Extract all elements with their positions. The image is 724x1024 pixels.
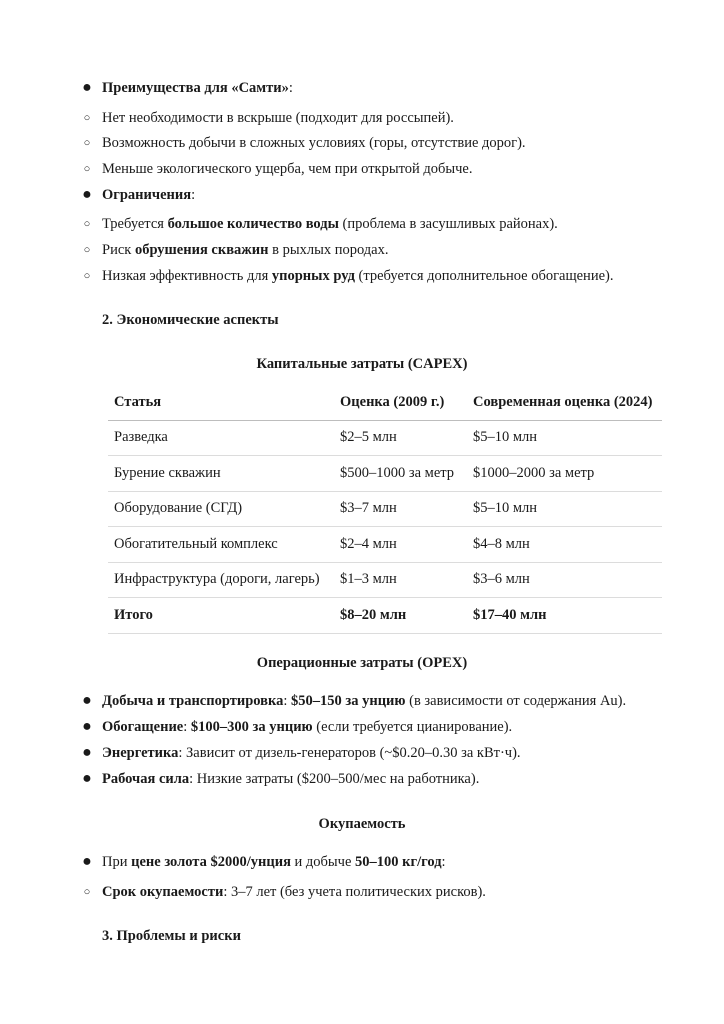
payback-post: : (441, 854, 446, 870)
column-header: Современная оценка (2024) (467, 385, 662, 420)
bullet-hollow: ○ (83, 270, 91, 282)
table-cell: $5–10 млн (467, 491, 662, 527)
table-total-row (108, 598, 662, 634)
table-cell: $8–20 млн (334, 598, 467, 634)
adv-item-2: Возможность добычи в сложных условиях (горы, отсутствие дорог). (102, 135, 526, 151)
bullet-filled: ● (82, 186, 92, 203)
bullet-filled: ● (82, 770, 92, 787)
table-row (108, 456, 662, 492)
adv-item-3: Меньше экологического ущерба, чем при открытой добыче. (102, 161, 473, 177)
lim-item-3-bold: упорных руд (271, 268, 355, 284)
opex-item-1-sep: : (283, 693, 292, 709)
section-3-heading: 3. Проблемы и риски (102, 928, 241, 944)
payback-output: 50–100 кг/год (355, 854, 442, 870)
table-header-row (108, 385, 662, 420)
opex-item-3-text: : Зависит от дизель-генераторов (~$0.20–0.30 за кВт·ч). (178, 745, 521, 761)
lim-item-3-post: (требуется дополнительное обогащение). (354, 268, 614, 284)
table-cell: $1000–2000 за метр (467, 456, 662, 492)
bullet-filled: ● (82, 853, 92, 870)
bullet-filled: ● (82, 718, 92, 735)
opex-item-4-label: Рабочая сила (102, 771, 190, 787)
table-cell: Инфраструктура (дороги, лагерь) (108, 562, 334, 598)
lim-item-2-pre: Риск (102, 242, 135, 258)
table-cell: $17–40 млн (467, 598, 662, 634)
lim-item-1-pre: Требуется (102, 216, 168, 232)
capex-title: Капитальные затраты (CAPEX) (256, 356, 468, 372)
adv-item-1: Нет необходимости в вскрыше (подходит для россыпей). (102, 110, 454, 126)
bullet-hollow: ○ (83, 137, 91, 149)
opex-item-2-note: (если требуется цианирование). (312, 719, 513, 735)
payback-pre: При (102, 854, 132, 870)
lim-item-1-post: (проблема в засушливых районах). (338, 216, 558, 232)
table-cell: Бурение скважин (108, 456, 334, 492)
bullet-filled: ● (82, 744, 92, 761)
payback-mid: и добыче (290, 854, 356, 870)
table-cell: $1–3 млн (334, 562, 467, 598)
bullet-filled: ● (82, 692, 92, 709)
payback-gold-price: цене золота $2000/унция (131, 854, 291, 870)
table-row (108, 491, 662, 527)
table-cell: $4–8 млн (467, 527, 662, 563)
payback-period-label: Срок окупаемости (102, 884, 224, 900)
bullet-hollow: ○ (83, 886, 91, 898)
opex-title: Операционные затраты (OPEX) (256, 655, 468, 671)
table-cell: $500–1000 за метр (334, 456, 467, 492)
payback-title: Окупаемость (318, 816, 406, 832)
section-2-heading: 2. Экономические аспекты (102, 312, 279, 328)
opex-item-2-value: $100–300 за унцию (190, 719, 313, 735)
table-cell: $2–4 млн (334, 527, 467, 563)
payback-period-text: : 3–7 лет (без учета политических рисков). (223, 884, 486, 900)
column-header: Статья (108, 385, 334, 420)
table-cell: Итого (108, 598, 334, 634)
lim-item-3-pre: Низкая эффективность для (102, 268, 272, 284)
table-cell: $3–6 млн (467, 562, 662, 598)
bullet-hollow: ○ (83, 112, 91, 124)
bullet-hollow: ○ (83, 244, 91, 256)
opex-item-1-note: (в зависимости от содержания Au). (405, 693, 627, 709)
table-row (108, 562, 662, 598)
bullet-hollow: ○ (83, 163, 91, 175)
table-cell: Обогатительный комплекс (108, 527, 334, 563)
opex-item-4-text: : Низкие затраты ($200–500/мес на работника). (189, 771, 480, 787)
column-header: Оценка (2009 г.) (334, 385, 467, 420)
opex-item-3-label: Энергетика (102, 745, 179, 761)
capex-table (108, 385, 662, 634)
opex-item-1-value: $50–150 за унцию (291, 693, 406, 709)
adv-title: Преимущества для «Самти» (102, 80, 289, 96)
table-row (108, 420, 662, 456)
opex-item-2-sep: : (183, 719, 191, 735)
opex-item-1-label: Добыча и транспортировка (102, 693, 284, 709)
table-cell: Разведка (108, 420, 334, 456)
table-cell: $5–10 млн (467, 420, 662, 456)
lim-title: Ограничения (102, 187, 192, 203)
table-row (108, 527, 662, 563)
table-cell: $3–7 млн (334, 491, 467, 527)
opex-item-2-label: Обогащение (102, 719, 184, 735)
bullet-filled: ● (82, 79, 92, 96)
lim-item-2-bold: обрушения скважин (134, 242, 269, 258)
bullet-hollow: ○ (83, 218, 91, 230)
lim-item-2-post: в рыхлых породах. (268, 242, 389, 258)
table-cell: Оборудование (СГД) (108, 491, 334, 527)
lim-item-1-bold: большое количество воды (167, 216, 339, 232)
table-cell: $2–5 млн (334, 420, 467, 456)
